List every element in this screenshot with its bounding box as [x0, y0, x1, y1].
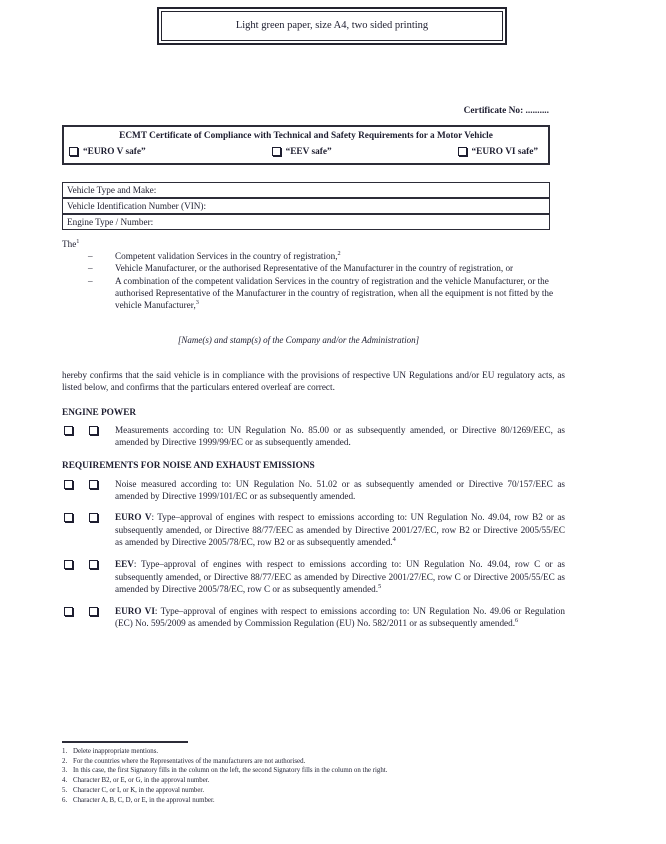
- footnote-1: [62, 747, 562, 757]
- footnote-text: In this case, the first Signatory fills in the column on the left, the second Signatory fills in the column on the right.: [73, 767, 388, 775]
- right-signatory-checkbox[interactable]: [89, 480, 98, 489]
- option-euro-vi-safe: [458, 146, 538, 158]
- dash-marker: –: [88, 251, 93, 262]
- left-signatory-checkbox[interactable]: [64, 560, 73, 569]
- footnote-text: Character A, B, C, D, or E, in the approval number.: [73, 796, 215, 804]
- vehicle-vin-field: Vehicle Identification Number (VIN):: [62, 198, 550, 214]
- bullet-text: [115, 275, 557, 312]
- right-signatory-checkbox[interactable]: [89, 560, 98, 569]
- list-item: [62, 250, 565, 262]
- bullet-text: [115, 250, 557, 262]
- euro-v-safe-checkbox[interactable]: [69, 147, 78, 156]
- footnote-number: 5.: [62, 786, 68, 794]
- footnote-text: Character B2, or E, or G, in the approval number.: [73, 777, 210, 785]
- eev-bold-lead: EEV: [115, 559, 134, 570]
- bullet-text: [115, 262, 557, 274]
- signatory-options-list: [62, 250, 565, 311]
- footnote-number: 2.: [62, 757, 68, 765]
- item-text: : Type–approval of engines with respect to emissions according to: UN Regulation No. 49.04, row C or as subsequently amended, or Directive 88/77/EEC as amended by Directive 2001/27/EC, row C or Directive 2005/55/EC as amended by Directive 2005/78/EC, row C or as subsequently amended.: [115, 559, 565, 594]
- declaration-lead-text: The: [62, 238, 77, 249]
- confirmation-paragraph: hereby confirms that the said vehicle is in compliance with the provisions of respective UN Regulations and/or EU regulatory acts, as listed below, and confirms that the particulars entered overleaf are correct.: [62, 369, 565, 393]
- euro-v-safe-label: “EURO V safe”: [83, 146, 146, 157]
- company-stamp-placeholder: [Name(s) and stamp(s) of the Company and/or the Administration]: [177, 334, 420, 345]
- footnote-number: 6.: [62, 796, 68, 804]
- footnote-5: [62, 786, 562, 796]
- paper-spec-text: Light green paper, size A4, two sided printing: [161, 11, 503, 41]
- footnote-text: Delete inappropriate mentions.: [73, 748, 159, 755]
- eev-item-text: [115, 558, 565, 595]
- footnote-text: For the countries where the Representatives of the manufacturers are not authorised.: [73, 757, 306, 765]
- engine-power-item-text: [115, 424, 565, 449]
- footnote-text: Character C, or I, or K, in the approval number.: [73, 786, 205, 794]
- eev-safe-checkbox[interactable]: [272, 147, 281, 156]
- noise-item: [62, 478, 565, 503]
- bullet-2-text: Vehicle Manufacturer, or the authorised Representative of the Manufacturer in the country of registration, or: [115, 263, 514, 274]
- certificate-number: Certificate No: ..........: [463, 106, 549, 116]
- right-signatory-checkbox[interactable]: [89, 607, 98, 616]
- vehicle-info-table: [62, 182, 550, 230]
- engine-power-heading: ENGINE POWER: [62, 407, 137, 418]
- item-text: Noise measured according to: UN Regulation No. 51.02 or as subsequently amended or Directive 70/157/EEC as amended by Directive 1999/101/EC or as subsequently amended.: [115, 478, 565, 502]
- safety-options-row: [64, 145, 548, 163]
- footnote-number: 4.: [62, 777, 68, 785]
- footnote-ref-5: 5: [378, 582, 382, 590]
- list-item: [62, 275, 565, 312]
- euro-vi-safe-checkbox[interactable]: [458, 147, 467, 156]
- euro-v-item-text: [115, 511, 565, 548]
- declaration-lead: [62, 238, 565, 250]
- footnote-2: [62, 757, 562, 767]
- item-text: : Type–approval of engines with respect to emissions according to: UN Regulation No. 49.06 or Regulation (EC) No. 595/2009 as amended by Commission Regulation (EU) No. 582/2011 or as subsequently amended.: [115, 606, 565, 629]
- euro-vi-item: [62, 605, 565, 630]
- footnote-ref-1: 1: [76, 237, 80, 245]
- euro-vi-bold-lead: EURO VI: [115, 606, 155, 617]
- footnote-3: [62, 766, 562, 776]
- item-text: Measurements according to: UN Regulation No. 85.00 or as subsequently amended, or Directive 80/1269/EEC, as amended by Directive 1999/99/EC or as subsequently amended.: [115, 424, 565, 448]
- certificate-title: ECMT Certificate of Compliance with Technical and Safety Requirements for a Motor Vehicle: [119, 131, 493, 142]
- left-signatory-checkbox[interactable]: [64, 480, 73, 489]
- euro-vi-item-text: [115, 605, 565, 630]
- footnote-number: 1.: [62, 748, 68, 755]
- left-signatory-checkbox[interactable]: [64, 513, 73, 522]
- footnote-ref-3: 3: [195, 299, 199, 307]
- left-signatory-checkbox[interactable]: [64, 607, 73, 616]
- eev-safe-label: “EEV safe”: [285, 146, 332, 157]
- euro-vi-safe-label: “EURO VI safe”: [471, 146, 538, 157]
- noise-item-text: [115, 478, 565, 503]
- dash-marker: –: [88, 263, 93, 274]
- bullet-3-text: A combination of the competent validation Services in the country of registration and the vehicle Manufacturer, or the authorised Representative of the Manufacturer in the country of registration, when all the equipment is not fitted by the vehicle Manufacturer,: [115, 275, 554, 311]
- left-signatory-checkbox[interactable]: [64, 426, 73, 435]
- footnote-ref-2: 2: [337, 250, 341, 258]
- option-euro-v-safe: [69, 146, 146, 158]
- engine-type-number-field: Engine Type / Number:: [62, 214, 550, 230]
- right-signatory-checkbox[interactable]: [89, 426, 98, 435]
- footnote-4: [62, 776, 562, 786]
- footnote-ref-4: 4: [392, 535, 396, 543]
- document-body: [62, 0, 565, 630]
- right-signatory-checkbox[interactable]: [89, 513, 98, 522]
- dash-marker: –: [88, 275, 93, 286]
- footnote-6: [62, 796, 562, 806]
- eev-item: [62, 558, 565, 595]
- noise-emissions-heading: REQUIREMENTS FOR NOISE AND EXHAUST EMISSIONS: [62, 461, 315, 472]
- option-eev-safe: [272, 146, 332, 158]
- footnote-number: 3.: [62, 767, 68, 775]
- vehicle-type-make-field: Vehicle Type and Make:: [62, 182, 550, 198]
- certificate-title-box: [62, 125, 550, 165]
- footnotes-block: [62, 741, 562, 805]
- footnote-separator-rule: [62, 741, 188, 743]
- footnote-ref-6: 6: [515, 617, 519, 625]
- item-text: : Type–approval of engines with respect to emissions according to: UN Regulation No. 49.04, row B2 or as subsequently amended, or Directive 88/77/EEC as amended by Directive 2001/27/EC, row B2 or Directive 2005/55/EC as amended by Directive 2005/78/EC, row B2 or as subsequently amended.: [115, 512, 565, 547]
- engine-power-item: [62, 424, 565, 449]
- bullet-1-text: Competent validation Services in the country of registration,: [115, 251, 338, 262]
- euro-v-bold-lead: EURO V: [115, 512, 152, 523]
- list-item: [62, 262, 565, 274]
- euro-v-item: [62, 511, 565, 548]
